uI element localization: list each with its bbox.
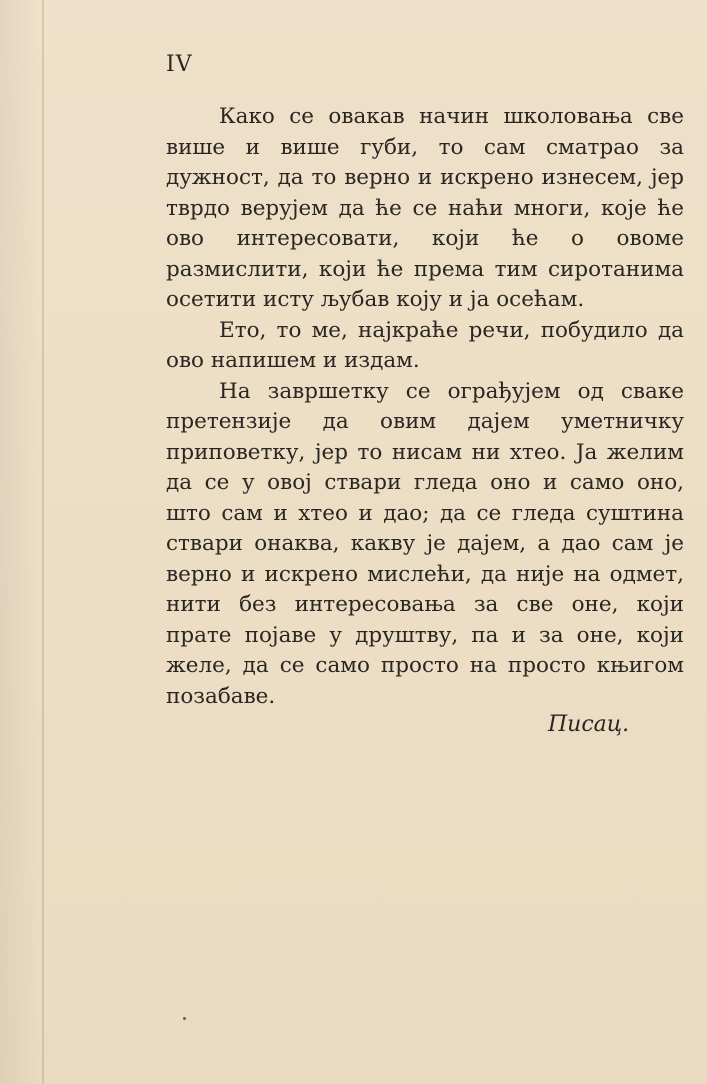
page-number: IV	[166, 52, 193, 77]
paragraph-3: На завршетку се ограђујем од сваке претензије да овим дајем уметничку приповетку, јер то нисам ни хтео. Ја желим да се у овој ствари гледа оно и само оно, што сам и хтео и дао; да се гледа суштина ствари онаква, какву је дајем, а дао сам је верно и искрено мислећи, да није на одмет, нити без интересовања за све оне, који прате појаве у друштву, па и за оне, који желе, да се само просто на просто књигом позабаве.	[166, 378, 684, 709]
body-text	[166, 102, 684, 712]
paper-speck	[183, 1017, 186, 1020]
author-signature: Писац.	[548, 712, 630, 737]
page-binding-edge	[42, 0, 44, 1084]
paragraph-2: Ето, то ме, најкраће речи, побудило да ово напишем и издам.	[166, 317, 684, 373]
paragraph-1: Како се овакав начин школовања све више и више губи, то сам сматрао за дужност, да то верно и искрено изнесем, јер тврдо верујем да ће се наћи многи, које ће ово интересовати, који ће о овоме размислити, који ће према тим сиротанима осетити исту љубав коју и ја осећам.	[166, 104, 684, 312]
